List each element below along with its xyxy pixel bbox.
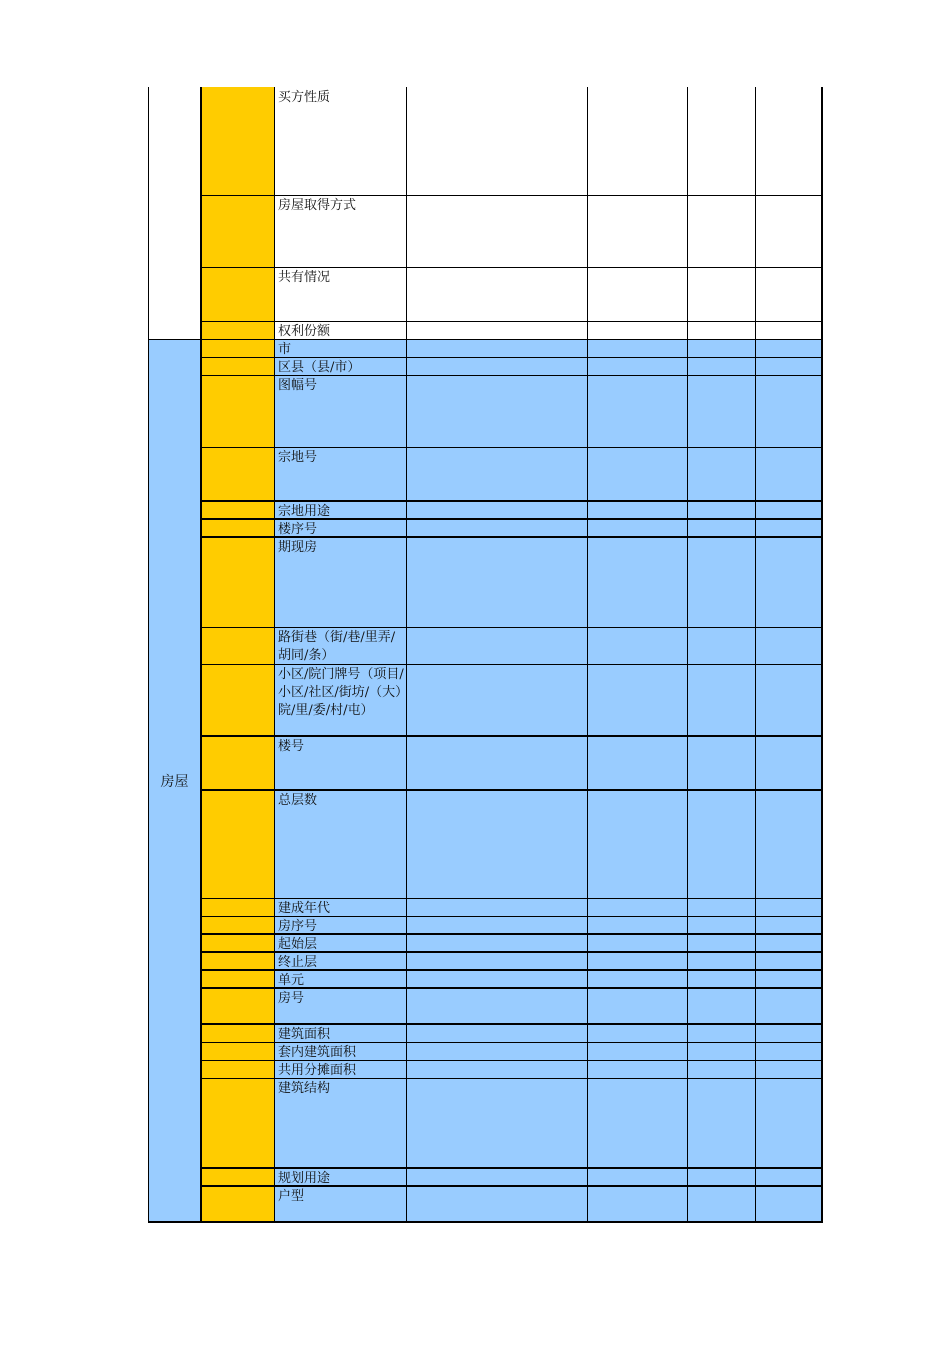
value-cell[interactable] [587, 1168, 687, 1186]
value-cell[interactable] [687, 736, 755, 790]
value-cell[interactable] [687, 267, 755, 321]
value-cell[interactable] [755, 1042, 822, 1060]
value-cell[interactable] [687, 664, 755, 736]
grid-row-line [201, 951, 823, 953]
row-marker-cell [201, 375, 274, 447]
field-label: 楼号 [278, 739, 305, 754]
value-cell[interactable] [755, 357, 822, 375]
field-label: 规划用途 [278, 1171, 331, 1186]
value-cell[interactable] [406, 988, 587, 1024]
field-label: 图幅号 [278, 378, 318, 393]
value-cell[interactable] [755, 952, 822, 970]
value-cell[interactable] [587, 1042, 687, 1060]
value-cell[interactable] [587, 339, 687, 357]
value-cell[interactable] [406, 916, 587, 934]
value-cell[interactable] [406, 375, 587, 447]
grid-row-line [201, 1042, 823, 1043]
value-cell[interactable] [687, 1042, 755, 1060]
grid-row-line [201, 898, 823, 899]
value-cell[interactable] [406, 1060, 587, 1078]
field-label: 建筑结构 [278, 1081, 331, 1096]
grid-row-line [201, 987, 823, 989]
value-cell[interactable] [587, 321, 687, 339]
grid-row-line [201, 321, 823, 322]
grid-column-line [821, 87, 823, 1223]
grid-row-line [201, 735, 823, 737]
group-label-cell [148, 87, 201, 339]
value-cell[interactable] [406, 537, 587, 627]
value-cell[interactable] [406, 898, 587, 916]
value-cell[interactable] [687, 916, 755, 934]
row-marker-cell [201, 1042, 274, 1060]
value-cell[interactable] [587, 195, 687, 267]
value-cell[interactable] [587, 934, 687, 952]
value-cell[interactable] [687, 1186, 755, 1222]
value-cell[interactable] [687, 501, 755, 519]
grid-row-line [201, 1023, 823, 1025]
grid-row-line [201, 536, 823, 538]
value-cell[interactable] [755, 195, 822, 267]
row-marker-cell [201, 195, 274, 267]
row-marker-cell [201, 1186, 274, 1222]
grid-row-line [201, 933, 823, 935]
field-label: 权利份额 [278, 324, 331, 339]
value-cell[interactable] [406, 357, 587, 375]
row-marker-cell [201, 988, 274, 1024]
field-label: 楼序号 [278, 522, 318, 537]
grid-column-line [274, 87, 275, 1223]
grid-row-line [148, 339, 201, 340]
row-marker-cell [201, 970, 274, 988]
value-cell[interactable] [406, 1024, 587, 1042]
value-cell[interactable] [587, 790, 687, 898]
grid-row-line [201, 1185, 823, 1187]
grid-row-line [201, 664, 823, 665]
field-label: 房号 [278, 991, 305, 1006]
value-cell[interactable] [406, 952, 587, 970]
grid-row-line [201, 447, 823, 448]
value-cell[interactable] [755, 1060, 822, 1078]
value-cell[interactable] [406, 627, 587, 664]
row-marker-cell [201, 501, 274, 519]
row-marker-cell [201, 1078, 274, 1168]
field-label: 套内建筑面积 [278, 1045, 357, 1060]
grid-column-line [406, 87, 407, 1223]
value-cell[interactable] [587, 988, 687, 1024]
field-label: 建筑面积 [278, 1027, 331, 1042]
grid-row-line [201, 916, 823, 917]
value-cell[interactable] [755, 916, 822, 934]
row-marker-cell [201, 447, 274, 501]
field-label: 小区/院门牌号（项目/小区/社区/街坊/（大）院/里/委/村/屯） [278, 667, 404, 718]
value-cell[interactable] [406, 195, 587, 267]
grid-row-line [201, 375, 823, 376]
value-cell[interactable] [406, 339, 587, 357]
value-cell[interactable] [755, 1024, 822, 1042]
value-cell[interactable] [755, 519, 822, 537]
value-cell[interactable] [406, 790, 587, 898]
value-cell[interactable] [755, 1186, 822, 1222]
value-cell[interactable] [687, 321, 755, 339]
value-cell[interactable] [755, 339, 822, 357]
value-cell[interactable] [587, 375, 687, 447]
value-cell[interactable] [587, 736, 687, 790]
value-cell[interactable] [587, 357, 687, 375]
value-cell[interactable] [687, 790, 755, 898]
field-label: 总层数 [278, 793, 318, 808]
grid-column-line [587, 87, 588, 1223]
grid-row-line [201, 267, 823, 268]
value-cell[interactable] [406, 267, 587, 321]
row-marker-cell [201, 664, 274, 736]
value-cell[interactable] [755, 447, 822, 501]
value-cell[interactable] [587, 1078, 687, 1168]
value-cell[interactable] [687, 357, 755, 375]
value-cell[interactable] [755, 790, 822, 898]
field-label: 房序号 [278, 919, 318, 934]
value-cell[interactable] [406, 664, 587, 736]
value-cell[interactable] [406, 970, 587, 988]
value-cell[interactable] [587, 87, 687, 195]
value-cell[interactable] [755, 970, 822, 988]
value-cell[interactable] [406, 1186, 587, 1222]
grid-row-line [201, 357, 823, 358]
value-cell[interactable] [587, 970, 687, 988]
value-cell[interactable] [755, 267, 822, 321]
grid-row-line [201, 1060, 823, 1061]
row-marker-cell [201, 934, 274, 952]
field-label: 共用分摊面积 [278, 1063, 357, 1078]
value-cell[interactable] [406, 87, 587, 195]
value-cell[interactable] [406, 519, 587, 537]
value-cell[interactable] [687, 375, 755, 447]
value-cell[interactable] [687, 898, 755, 916]
value-cell[interactable] [687, 988, 755, 1024]
row-marker-cell [201, 916, 274, 934]
field-label: 户型 [278, 1189, 305, 1204]
value-cell[interactable] [687, 934, 755, 952]
value-cell[interactable] [687, 1024, 755, 1042]
field-label: 市 [278, 342, 292, 357]
value-cell[interactable] [687, 627, 755, 664]
value-cell[interactable] [406, 1078, 587, 1168]
value-cell[interactable] [755, 627, 822, 664]
value-cell[interactable] [587, 537, 687, 627]
value-cell[interactable] [687, 519, 755, 537]
value-cell[interactable] [587, 627, 687, 664]
grid-row-line [201, 500, 823, 502]
field-label: 房屋取得方式 [278, 198, 357, 213]
grid-column-line [148, 87, 149, 1223]
value-cell[interactable] [406, 1168, 587, 1186]
field-label: 买方性质 [278, 90, 331, 105]
row-marker-cell [201, 627, 274, 664]
row-marker-cell [201, 790, 274, 898]
grid-column-line [687, 87, 688, 1223]
value-cell[interactable] [755, 988, 822, 1024]
value-cell[interactable] [587, 1060, 687, 1078]
value-cell[interactable] [755, 664, 822, 736]
value-cell[interactable] [687, 537, 755, 627]
value-cell[interactable] [687, 952, 755, 970]
field-label: 路街巷（街/巷/里弄/胡同/条） [278, 630, 396, 663]
value-cell[interactable] [687, 447, 755, 501]
grid-row-line [201, 1167, 823, 1169]
value-cell[interactable] [587, 519, 687, 537]
field-label: 宗地号 [278, 450, 318, 465]
value-cell[interactable] [687, 339, 755, 357]
grid-row-line [148, 1221, 823, 1223]
value-cell[interactable] [587, 447, 687, 501]
value-cell[interactable] [406, 736, 587, 790]
value-cell[interactable] [755, 1078, 822, 1168]
grid-row-line [201, 1078, 823, 1079]
value-cell[interactable] [587, 952, 687, 970]
value-cell[interactable] [406, 501, 587, 519]
value-cell[interactable] [755, 934, 822, 952]
value-cell[interactable] [587, 1024, 687, 1042]
grid-row-line [201, 339, 823, 340]
field-label: 区县（县/市） [278, 360, 361, 375]
row-marker-cell [201, 267, 274, 321]
value-cell[interactable] [755, 87, 822, 195]
value-cell[interactable] [406, 934, 587, 952]
grid-column-line [200, 87, 202, 1223]
value-cell[interactable] [587, 898, 687, 916]
field-label: 终止层 [278, 955, 318, 970]
field-label: 起始层 [278, 937, 318, 952]
row-marker-cell [201, 1060, 274, 1078]
value-cell[interactable] [587, 664, 687, 736]
row-marker-cell [201, 736, 274, 790]
grid-row-line [201, 518, 823, 520]
value-cell[interactable] [687, 195, 755, 267]
value-cell[interactable] [755, 736, 822, 790]
value-cell[interactable] [687, 1060, 755, 1078]
field-label: 共有情况 [278, 270, 331, 285]
value-cell[interactable] [755, 501, 822, 519]
field-label: 建成年代 [278, 901, 331, 916]
value-cell[interactable] [755, 537, 822, 627]
row-marker-cell [201, 1168, 274, 1186]
row-marker-cell [201, 1024, 274, 1042]
value-cell[interactable] [755, 898, 822, 916]
row-marker-cell [201, 339, 274, 357]
grid-row-line [201, 195, 823, 196]
value-cell[interactable] [687, 87, 755, 195]
row-marker-cell [201, 357, 274, 375]
grid-row-line [201, 789, 823, 791]
value-cell[interactable] [406, 1042, 587, 1060]
row-marker-cell [201, 87, 274, 195]
value-cell[interactable] [687, 970, 755, 988]
field-label: 期现房 [278, 540, 318, 555]
value-cell[interactable] [406, 321, 587, 339]
field-label: 宗地用途 [278, 504, 331, 519]
row-marker-cell [201, 321, 274, 339]
value-cell[interactable] [587, 501, 687, 519]
value-cell[interactable] [755, 375, 822, 447]
row-marker-cell [201, 519, 274, 537]
value-cell[interactable] [406, 447, 587, 501]
value-cell[interactable] [755, 1168, 822, 1186]
value-cell[interactable] [587, 916, 687, 934]
value-cell[interactable] [687, 1078, 755, 1168]
row-marker-cell [201, 898, 274, 916]
grid-column-line [755, 87, 756, 1223]
grid-row-line [201, 627, 823, 628]
grid-row-line [201, 969, 823, 971]
row-marker-cell [201, 952, 274, 970]
value-cell[interactable] [755, 321, 822, 339]
value-cell[interactable] [687, 1168, 755, 1186]
group-label-cell: 房屋 [148, 339, 201, 1222]
value-cell[interactable] [587, 1186, 687, 1222]
row-marker-cell [201, 537, 274, 627]
field-label: 单元 [278, 973, 305, 988]
value-cell[interactable] [587, 267, 687, 321]
